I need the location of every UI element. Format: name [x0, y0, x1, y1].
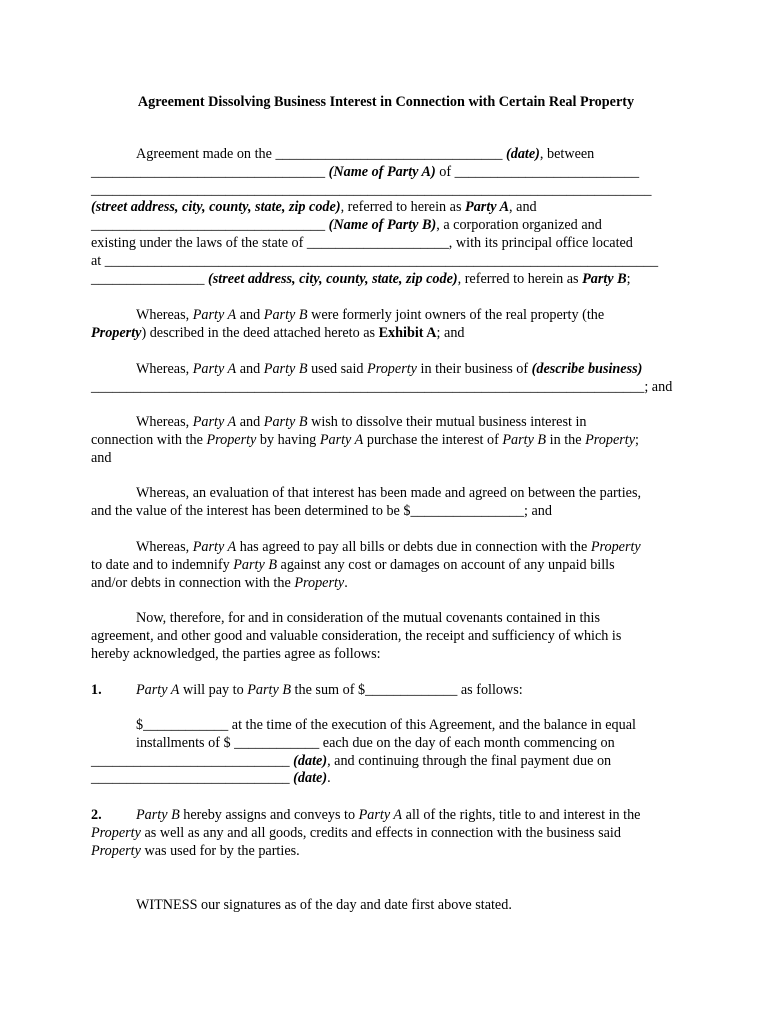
- text: was used for by the parties.: [140, 842, 300, 859]
- party-a-term: Party A: [192, 539, 237, 555]
- text: as well as any and all goods, credits and effects in connection with the business said: [140, 824, 621, 841]
- text: and: [236, 361, 264, 377]
- text: Whereas,: [136, 307, 193, 323]
- text: ____________________________: [91, 752, 294, 769]
- text: in their business of: [416, 361, 532, 377]
- text: connection with the: [91, 431, 207, 448]
- paragraph-line: and: [91, 449, 112, 466]
- paragraph-line: [91, 414, 681, 432]
- property-term: Property: [91, 842, 141, 859]
- date-placeholder: (date): [293, 770, 328, 787]
- paragraph-line: hereby acknowledged, the parties agree as follows:: [91, 645, 381, 662]
- address-placeholder: (street address, city, county, state, zip code): [208, 270, 458, 287]
- payment-line: [91, 753, 681, 771]
- party-a-term: Party A: [192, 361, 237, 377]
- preamble-line: existing under the laws of the state of ____________________, with its principal office located: [91, 234, 633, 251]
- whereas-paragraph-1: [91, 307, 681, 343]
- date-placeholder: (date): [506, 146, 540, 162]
- text: all of the rights, title to and interest in the: [402, 807, 641, 823]
- text: and: [236, 307, 264, 323]
- payment-line: [91, 770, 681, 788]
- clause-line: [91, 807, 681, 825]
- preamble-line: [91, 146, 681, 164]
- preamble-line: _______________________________________________________________________________: [91, 181, 652, 198]
- clause-2: [91, 807, 681, 860]
- text: .: [344, 574, 348, 591]
- text: Whereas,: [136, 539, 193, 555]
- party-b-term: Party B: [233, 556, 277, 573]
- preamble-paragraph: [91, 146, 681, 288]
- clause-line: [91, 682, 681, 700]
- preamble-line: [91, 199, 681, 217]
- document-title: Agreement Dissolving Business Interest in Connection with Certain Real Property: [137, 94, 635, 110]
- address-placeholder: (street address, city, county, state, zip code): [91, 199, 341, 216]
- text: , a corporation organized and: [436, 217, 602, 234]
- whereas-paragraph-2: [91, 361, 681, 397]
- paragraph-line: [91, 575, 681, 593]
- text: , and: [509, 199, 537, 216]
- text: wish to dissolve their mutual business interest in: [307, 414, 587, 430]
- party-b-term: Party B: [582, 270, 627, 287]
- text: to date and to indemnify: [91, 556, 234, 573]
- clause-number: 2.: [91, 807, 102, 823]
- text: and: [236, 414, 264, 430]
- text: ;: [635, 431, 639, 448]
- text: , referred to herein as: [457, 270, 583, 287]
- paragraph-line: [91, 361, 681, 379]
- preamble-line: [91, 217, 681, 235]
- paragraph-line: ______________________________________________________________________________; and: [91, 378, 673, 395]
- business-description-placeholder: (describe business): [531, 361, 643, 377]
- text: will pay to: [179, 682, 248, 698]
- party-a-term: Party A: [192, 307, 237, 323]
- party-b-term: Party B: [263, 361, 308, 377]
- whereas-paragraph-4: [91, 485, 681, 521]
- paragraph-line: [91, 325, 681, 343]
- party-a-term: Party A: [136, 682, 180, 698]
- whereas-paragraph-5: [91, 539, 681, 592]
- party-b-term: Party B: [136, 807, 180, 823]
- paragraph-line: Now, therefore, for and in consideration of the mutual covenants contained in this: [136, 610, 600, 626]
- text: purchase the interest of: [363, 431, 503, 448]
- paragraph-line: [91, 307, 681, 325]
- clause-number: 1.: [91, 682, 102, 698]
- text: , and continuing through the final payment due on: [327, 752, 612, 769]
- date-placeholder: (date): [293, 752, 328, 769]
- text: hereby assigns and conveys to: [179, 807, 359, 823]
- paragraph-line: [91, 432, 681, 450]
- payment-line: installments of $ ____________ each due on the day of each month commencing on: [136, 734, 615, 751]
- preamble-line: at ______________________________________________________________________________: [91, 252, 659, 269]
- exhibit-reference: Exhibit A: [378, 324, 437, 341]
- text: in the: [546, 431, 586, 448]
- payment-line: $____________ at the time of the execution of this Agreement, and the balance in equal: [136, 717, 636, 733]
- text: Agreement made on the ________________________________: [136, 146, 507, 162]
- payment-terms: [91, 717, 681, 788]
- text: by having: [256, 431, 320, 448]
- clause-line: [91, 825, 681, 843]
- paragraph-line: [91, 557, 681, 575]
- text: .: [327, 770, 331, 787]
- party-b-term: Party B: [263, 414, 308, 430]
- property-term: Property: [585, 431, 636, 448]
- text: ________________: [91, 270, 209, 287]
- text: ;: [626, 270, 631, 287]
- party-b-name-placeholder: (Name of Party B): [328, 217, 437, 234]
- clause-1: [91, 682, 681, 700]
- property-term: Property: [367, 361, 417, 377]
- party-b-term: Party B: [263, 307, 308, 323]
- whereas-paragraph-3: [91, 414, 681, 467]
- property-term: Property: [294, 574, 345, 591]
- text: were formerly joint owners of the real property (the: [307, 307, 605, 323]
- party-a-term: Party A: [465, 199, 510, 216]
- text: has agreed to pay all bills or debts due in connection with the: [236, 539, 591, 555]
- witness-line: WITNESS our signatures as of the day and date first above stated.: [136, 897, 512, 913]
- preamble-line: [91, 164, 681, 182]
- text: _________________________________: [91, 217, 329, 234]
- party-a-term: Party A: [319, 431, 364, 448]
- clause-line: [91, 843, 681, 861]
- text: the sum of $_____________ as follows:: [291, 682, 523, 698]
- paragraph-line: and the value of the interest has been determined to be $________________; and: [91, 502, 552, 519]
- property-term: Property: [206, 431, 257, 448]
- preamble-line: [91, 271, 681, 289]
- paragraph-line: [91, 539, 681, 557]
- party-a-name-placeholder: (Name of Party A): [328, 163, 436, 180]
- property-term: Property: [91, 324, 142, 341]
- paragraph-line: Whereas, an evaluation of that interest has been made and agreed on between the parties,: [136, 485, 642, 501]
- now-therefore-paragraph: [91, 610, 681, 663]
- property-term: Property: [91, 824, 141, 841]
- text: ____________________________: [91, 770, 294, 787]
- party-a-term: Party A: [192, 414, 237, 430]
- paragraph-line: agreement, and other good and valuable consideration, the receipt and sufficiency of which is: [91, 627, 622, 644]
- text: ) described in the deed attached hereto as: [141, 324, 379, 341]
- witness-statement: [91, 897, 681, 915]
- text: Whereas,: [136, 361, 193, 377]
- text: , between: [539, 146, 595, 162]
- text: _________________________________: [91, 163, 329, 180]
- party-b-term: Party B: [247, 682, 291, 698]
- text: , referred to herein as: [340, 199, 466, 216]
- party-b-term: Party B: [502, 431, 547, 448]
- text: ; and: [436, 324, 465, 341]
- text: of __________________________: [435, 163, 640, 180]
- text: used said: [307, 361, 368, 377]
- text: Whereas,: [136, 414, 193, 430]
- text: and/or debts in connection with the: [91, 574, 295, 591]
- text: against any cost or damages on account of any unpaid bills: [276, 556, 615, 573]
- party-a-term: Party A: [358, 807, 403, 823]
- property-term: Property: [590, 539, 641, 555]
